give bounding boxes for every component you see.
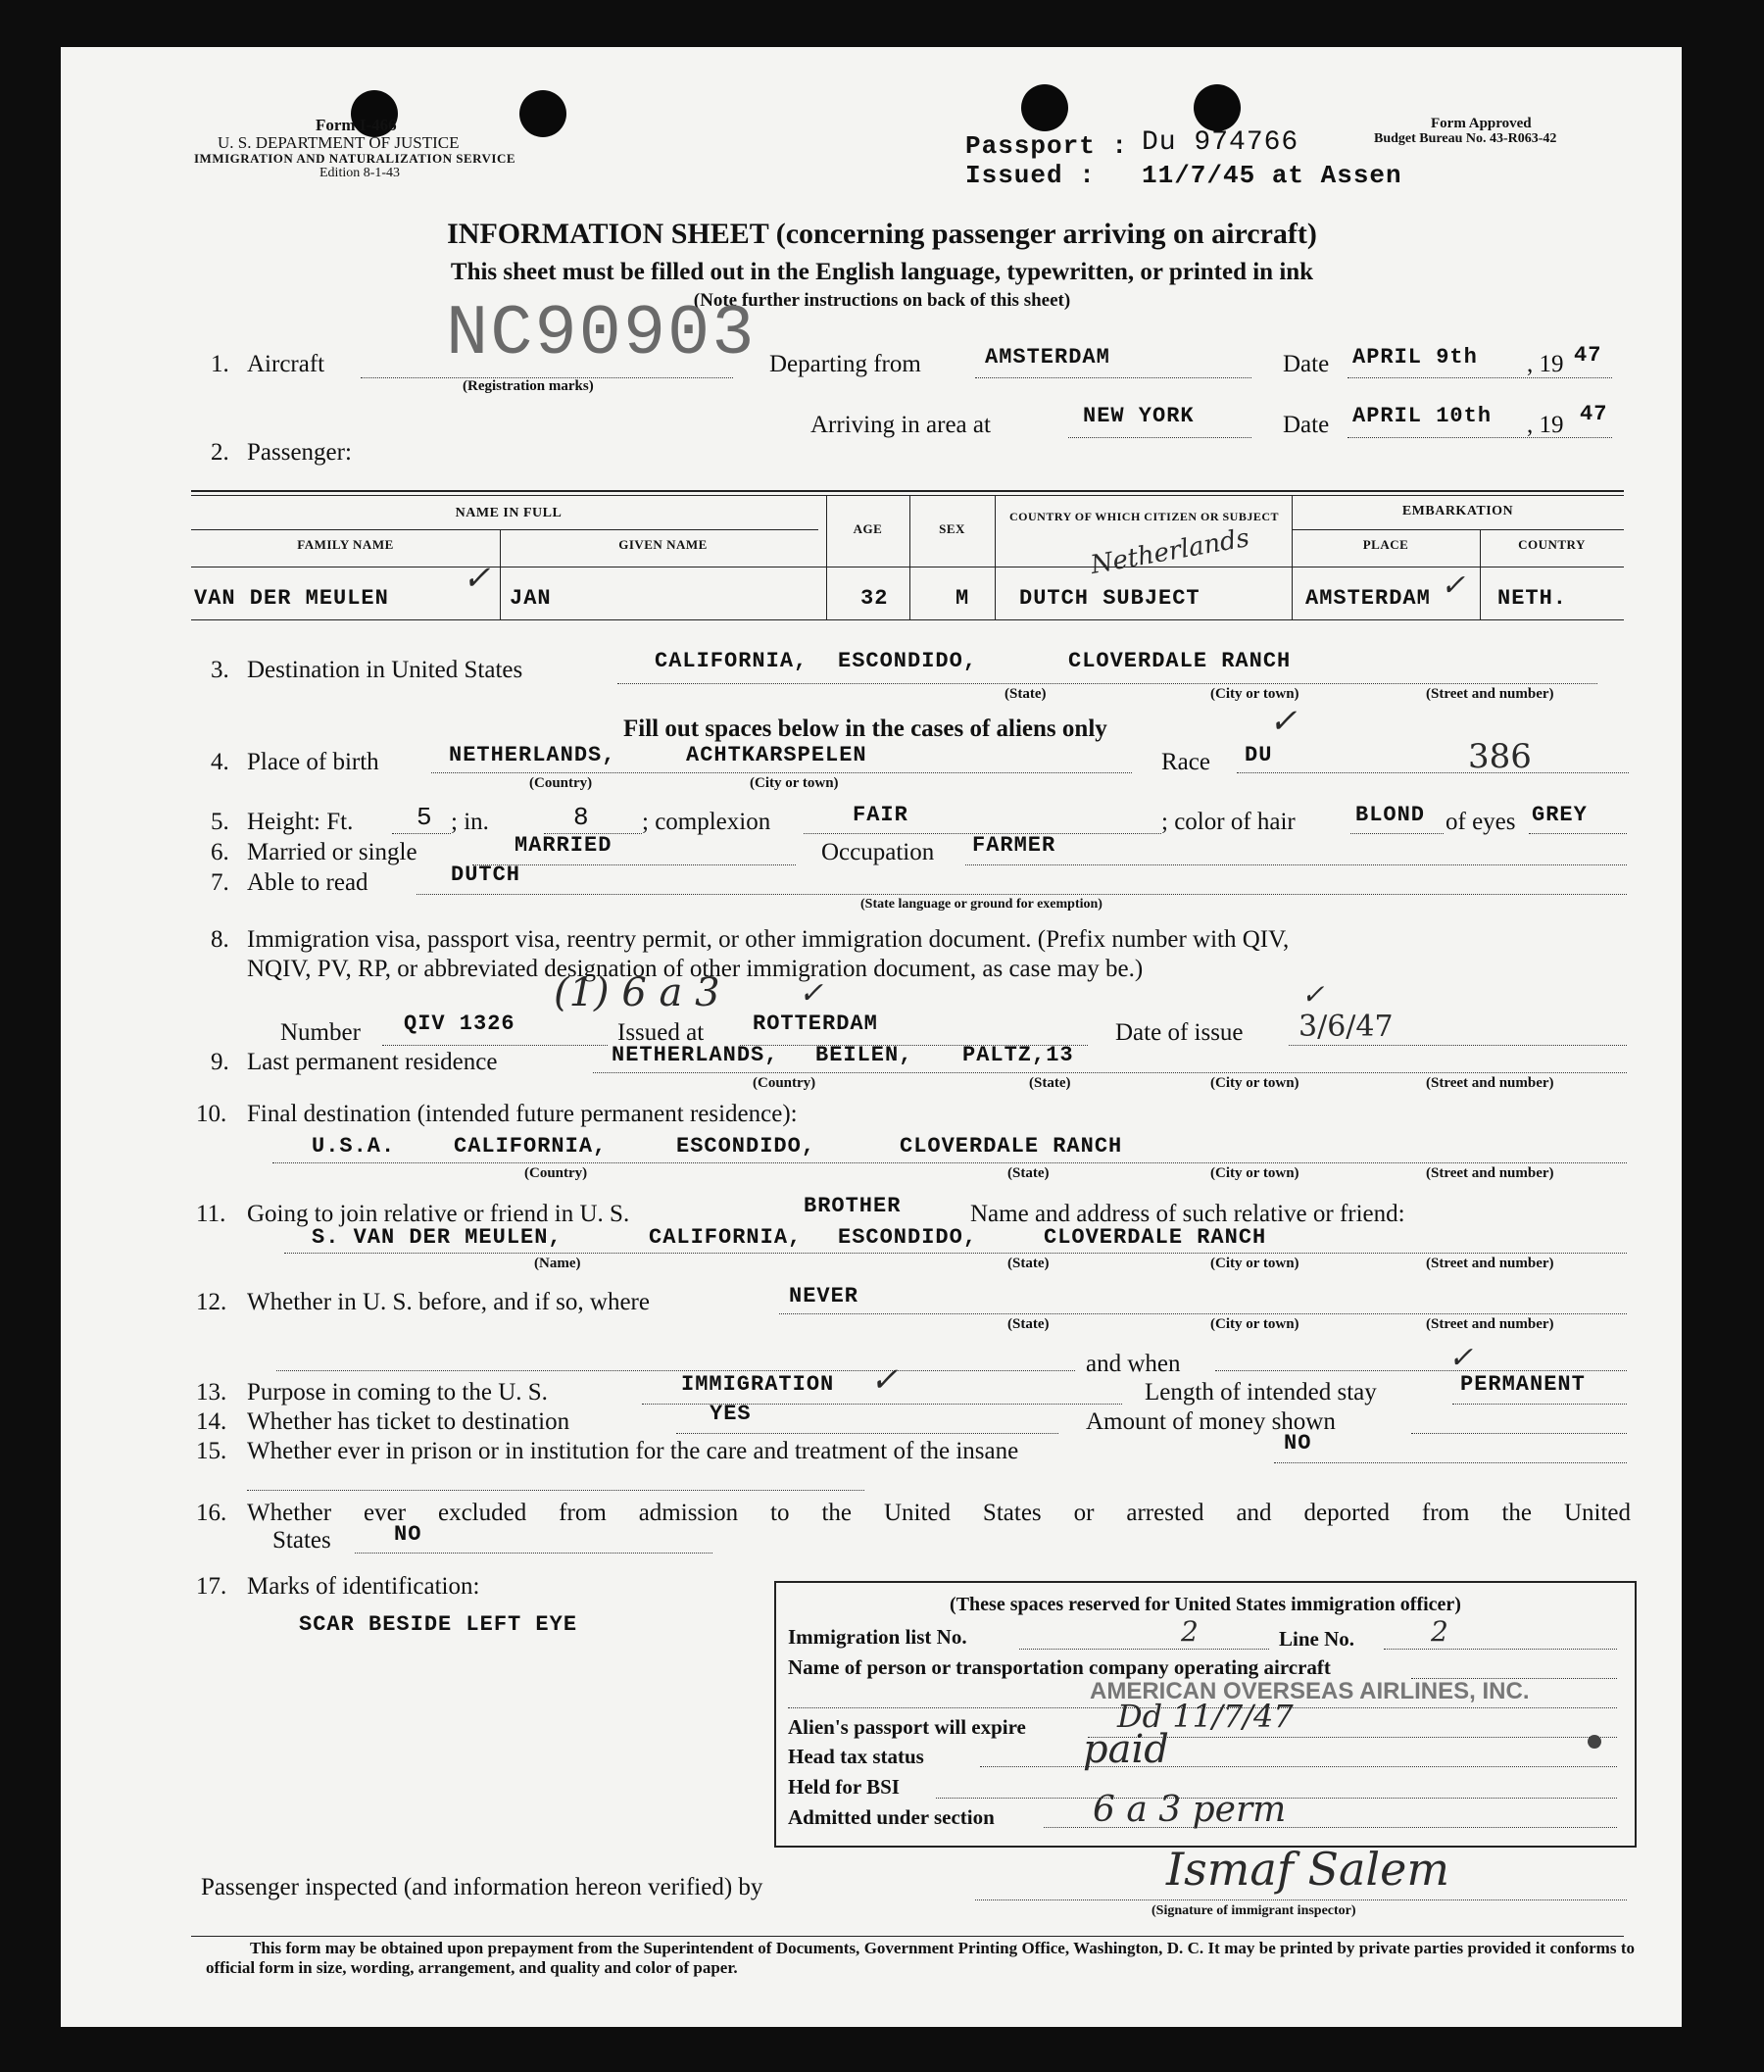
year-prefix: , 19 [1527,351,1564,377]
caption: (City or town) [750,775,839,791]
item-number: 9. [211,1049,229,1075]
item-number: 14. [196,1408,227,1435]
col-embarkation: EMBARKATION [1401,504,1514,518]
stay-label: Length of intended stay [1145,1379,1377,1406]
inspected-label: Passenger inspected (and information hereon verified) by [201,1874,763,1900]
department: U. S. DEPARTMENT OF JUSTICE [218,133,460,152]
item-number: 16. [196,1500,227,1526]
admitted-label: Admitted under section [788,1805,995,1829]
arriving-label: Arriving in area at [810,412,991,438]
item-number: 1. [211,351,229,377]
item-number: 3. [211,657,229,683]
caption: (Country) [524,1165,588,1181]
inspector-signature: Ismaf Salem [1166,1843,1449,1896]
eye-color: GREY [1532,803,1588,827]
caption: (Country) [753,1075,816,1091]
complexion-label: ; complexion [642,809,771,835]
caption: (State) [1007,1256,1050,1271]
identification-marks: SCAR BESIDE LEFT EYE [299,1612,578,1637]
date-of-issue-handwritten: 3/6/47 [1298,1010,1394,1044]
checkmark: ✓ [1441,568,1466,603]
signature-caption: (Signature of immigrant inspector) [1152,1903,1356,1918]
form-number: Form I-466 [316,116,397,134]
excluded-label-2: States [272,1527,331,1554]
marital-status: MARRIED [514,833,612,858]
item-number: 10. [196,1101,227,1127]
expire-label: Alien's passport will expire [788,1715,1026,1739]
birth-label: Place of birth [247,749,379,775]
able-to-read: DUTCH [451,863,521,887]
airline-stamp: AMERICAN OVERSEAS AIRLINES, INC. [1090,1678,1530,1704]
caption: (State) [1004,686,1047,702]
tax-label: Head tax status [788,1745,924,1768]
passport-label: Passport : [965,131,1129,161]
final-state: CALIFORNIA, [454,1134,608,1159]
prison-answer: NO [1284,1431,1312,1455]
final-street: CLOVERDALE RANCH [900,1134,1123,1159]
aircraft-registration: NC90903 [446,294,757,374]
destination-state: CALIFORNIA, [655,649,808,673]
money-label: Amount of money shown [1086,1408,1336,1435]
item-number: 11. [196,1201,226,1227]
item-number: 13. [196,1379,227,1406]
married-label: Married or single [247,839,417,865]
date-label: Date [1283,412,1330,438]
departing-label: Departing from [769,351,921,377]
prison-label: Whether ever in prison or in institution for the care and treatment of the insane [247,1438,1019,1464]
race: DU [1245,743,1273,767]
when-label: and when [1086,1351,1181,1377]
caption: (State) [1007,1165,1050,1181]
race-code-handwritten: 386 [1468,737,1532,776]
item-number: 7. [211,869,229,896]
caption: (Street and number) [1426,1316,1554,1332]
year-prefix: , 19 [1527,412,1564,438]
visa-number-label: Number [280,1019,361,1046]
caption: (Country) [529,775,593,791]
complexion: FAIR [853,803,908,827]
race-label: Race [1161,749,1210,775]
family-name: VAN DER MEULEN [194,586,389,611]
item-number: 12. [196,1289,227,1315]
before-label: Whether in U. S. before, and if so, where [247,1289,650,1315]
citizenship: DUTCH SUBJECT [1019,586,1200,611]
checkmark: ✓ [870,1360,899,1400]
sex: M [956,586,970,611]
passenger-label: Passenger: [247,439,352,466]
visa-handwritten: (1) 6 a 3 [554,970,720,1015]
form-approved: Form Approved [1431,116,1532,131]
birth-country: NETHERLANDS, [449,743,616,767]
footer-note: This form may be obtained upon prepayment from the Superintendent of Documents, Government Printing Office, Washington, D. C. It may be printed by private parties provided it conforms to official form in size, wording, arrangement, and quality and color of paper. [206,1939,1635,1977]
height-feet: 5 [416,803,433,832]
admitted-handwritten: 6 a 3 perm [1093,1790,1287,1830]
relative-street: CLOVERDALE RANCH [1044,1225,1267,1250]
occupation: FARMER [972,833,1056,858]
age: 32 [860,586,889,611]
birth-city: ACHTKARSPELEN [686,743,867,767]
relative-city: ESCONDIDO, [838,1225,978,1250]
relative-label: Going to join relative or friend in U. S. [247,1201,630,1227]
caption: (Street and number) [1426,1256,1554,1271]
given-name: JAN [510,586,552,611]
company-label: Name of person or transportation company operating aircraft [788,1655,1331,1679]
punch-hole [519,90,566,137]
destination-label: Destination in United States [247,657,523,683]
col-age: AGE [853,521,883,536]
caption: (Street and number) [1426,1075,1554,1091]
relative-address-label: Name and address of such relative or friend: [970,1201,1405,1227]
passport-number: Du 974766 [1142,127,1299,158]
length-of-stay: PERMANENT [1460,1372,1586,1397]
purpose: IMMIGRATION [681,1372,835,1397]
item-number: 5. [211,809,229,835]
aliens-only-note: Fill out spaces below in the cases of aliens only [623,715,1107,742]
issued-value: 11/7/45 at Assen [1142,161,1402,190]
final-destination-label: Final destination (intended future permanent residence): [247,1101,798,1127]
reg-caption: (Registration marks) [463,378,594,394]
issued-label: Issued : [965,161,1096,190]
col-given-name: GIVEN NAME [618,537,708,552]
line-label: Line No. [1279,1627,1355,1651]
item-number: 2. [211,439,229,466]
checkmark: ✓ [1448,1341,1474,1375]
height-inches: 8 [573,803,590,832]
punch-hole [1194,84,1241,131]
page-subtitle: This sheet must be filled out in the English language, typewritten, or printed in ink [450,259,1314,285]
citizenship-handwritten: Netherlands [1088,523,1252,580]
caption: (Street and number) [1426,686,1554,702]
col-country: COUNTRY [1518,537,1586,552]
caption: (State language or ground for exemption) [860,897,1102,912]
caption: (City or town) [1210,1165,1299,1181]
departure-date: APRIL 9th [1352,345,1478,370]
visa-instructions-2: NQIV, PV, RP, or abbreviated designation of other immigration document, as case may be.) [247,956,1144,982]
visa-instructions: Immigration visa, passport visa, reentry permit, or other immigration document. (Prefix number with QIV, [247,926,1290,953]
caption: (State) [1007,1316,1050,1332]
date-label: Date [1283,351,1330,377]
punch-hole [1021,84,1068,131]
caption: (Street and number) [1426,1165,1554,1181]
officer-box-title: (These spaces reserved for United States immigration officer) [950,1594,1461,1615]
excluded-answer: NO [394,1522,422,1547]
tax-handwritten: paid [1083,1727,1169,1772]
bsi-label: Held for BSI [788,1775,900,1799]
budget-bureau: Budget Bureau No. 43-R063-42 [1374,131,1557,146]
inches-label: ; in. [451,809,489,835]
col-family-name: FAMILY NAME [297,537,394,552]
caption: (Name) [534,1256,581,1271]
caption: (City or town) [1210,1256,1299,1271]
checkmark: ✓ [463,559,491,598]
item-number: 4. [211,749,229,775]
destination-street: CLOVERDALE RANCH [1068,649,1292,673]
arrival-date: APRIL 10th [1352,404,1493,428]
item-number: 17. [196,1573,227,1600]
item-number: 6. [211,839,229,865]
residence-country: NETHERLANDS, [612,1043,779,1067]
line-number-handwritten: 2 [1431,1615,1448,1648]
read-label: Able to read [247,869,368,896]
col-name-in-full: NAME IN FULL [455,506,563,520]
purpose-label: Purpose in coming to the U. S. [247,1379,548,1406]
col-place: PLACE [1362,537,1409,552]
residence-street: PALTZ,13 [962,1043,1074,1067]
occupation-label: Occupation [821,839,935,865]
final-city: ESCONDIDO, [676,1134,816,1159]
previous-us-visit: NEVER [789,1284,859,1308]
residence-label: Last permanent residence [247,1049,498,1075]
checkmark: ✓ [799,976,824,1011]
page-title: INFORMATION SHEET (concerning passenger arriving on aircraft) [447,218,1317,250]
residence-state: BEILEN, [815,1043,913,1067]
marks-label: Marks of identification: [247,1573,480,1600]
instructions-note: (Note further instructions on back of this sheet) [693,290,1071,311]
service: IMMIGRATION AND NATURALIZATION SERVICE [194,151,516,166]
issued-at: ROTTERDAM [753,1011,878,1036]
destination-city: ESCONDIDO, [838,649,978,673]
arrival-year: 47 [1580,402,1608,426]
departure-year: 47 [1574,343,1602,368]
has-ticket: YES [710,1402,752,1426]
arriving-value: NEW YORK [1083,404,1195,428]
list-label: Immigration list No. [788,1625,967,1649]
checkmark: ✓ [1269,702,1298,741]
excluded-label: Whether ever excluded from admission to the United States or arrested and deported from the United [247,1500,1631,1526]
date-of-issue-label: Date of issue [1115,1019,1244,1046]
caption: (City or town) [1210,1316,1299,1332]
embark-place: AMSTERDAM [1305,586,1431,611]
issued-at-label: Issued at [617,1019,705,1046]
relative-name: S. VAN DER MEULEN, [312,1225,563,1250]
height-label: Height: Ft. [247,809,354,835]
visa-number: QIV 1326 [404,1011,515,1036]
caption: (City or town) [1210,686,1299,702]
col-sex: SEX [939,521,965,536]
final-country: U.S.A. [312,1134,396,1159]
ink-dot [1588,1735,1601,1749]
caption: (State) [1029,1075,1071,1091]
col-citizenship: COUNTRY OF WHICH CITIZEN OR SUBJECT [1009,510,1280,523]
embark-country: NETH. [1497,586,1568,611]
edition: Edition 8-1-43 [319,166,401,180]
caption: (City or town) [1210,1075,1299,1091]
hair-color: BLOND [1355,803,1426,827]
aircraft-label: Aircraft [247,351,325,377]
list-number-handwritten: 2 [1181,1615,1199,1648]
departing-value: AMSTERDAM [985,345,1110,370]
item-number: 8. [211,926,229,953]
expire-handwritten: Dd 11/7/47 [1117,1698,1294,1735]
relationship: BROTHER [804,1194,902,1218]
hair-label: ; color of hair [1161,809,1296,835]
item-number: 15. [196,1438,227,1464]
relative-state: CALIFORNIA, [649,1225,803,1250]
checkmark: ✓ [1301,978,1325,1011]
eyes-label: of eyes [1446,809,1516,835]
ticket-label: Whether has ticket to destination [247,1408,570,1435]
